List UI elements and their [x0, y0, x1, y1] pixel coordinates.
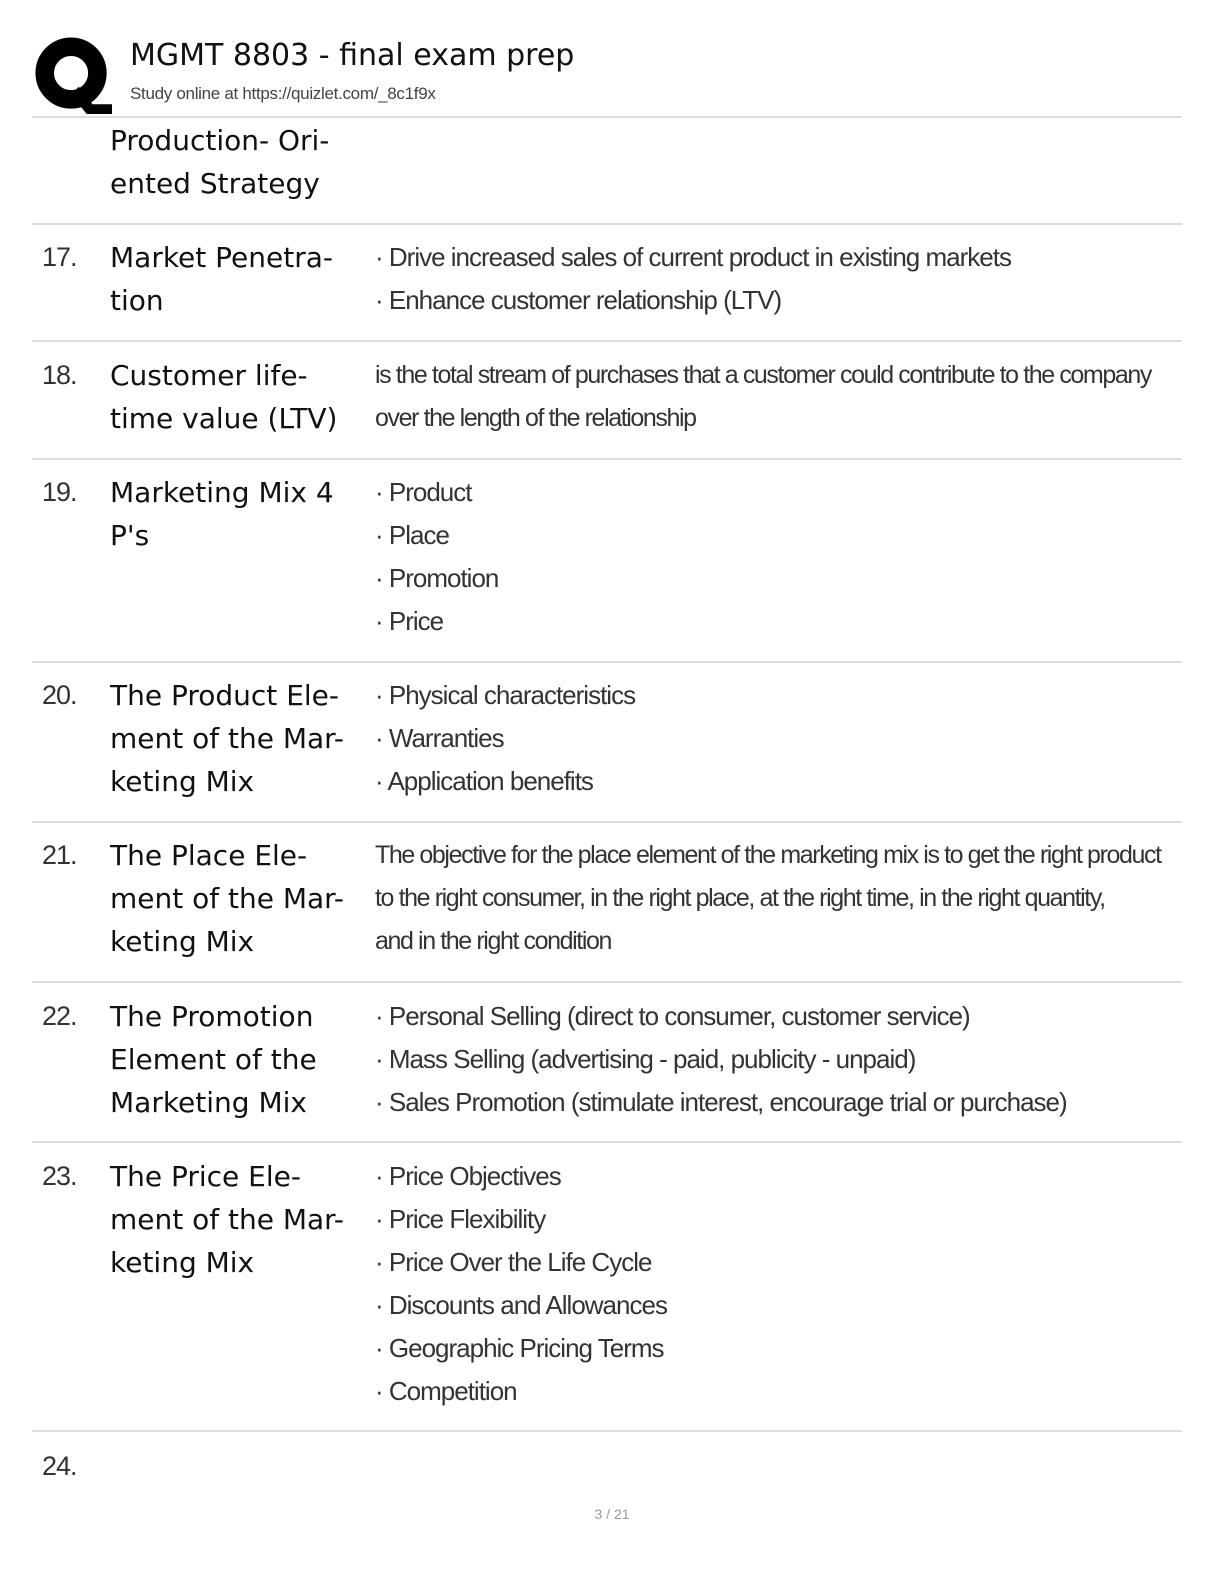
card-term: Customer life- time value (LTV) — [110, 359, 338, 435]
document-title: MGMT 8803 - final exam prep — [130, 38, 575, 73]
card-definition: · Personal Selling (direct to consumer, customer service) · Mass Selling (advertising - paid, publicity - unpaid) · Sales Promotion (stimulate interest, encourage trial or purchase) — [375, 1001, 1067, 1117]
divider — [32, 116, 1182, 118]
card-term: The Promotion Element of the Marketing Mix — [110, 1000, 317, 1119]
page-header — [32, 30, 1182, 116]
card-definition: is the total stream of purchases that a customer could contribute to the company over the length of the relationship — [375, 361, 1151, 432]
card-number: 23. — [42, 1161, 77, 1191]
divider — [32, 661, 1182, 663]
card-definition: · Product · Place · Promotion · Price — [375, 477, 499, 636]
card-definition: · Drive increased sales of current product in existing markets · Enhance customer relationship (LTV) — [375, 242, 1011, 315]
card-term: Market Penetra- tion — [110, 241, 333, 317]
divider — [32, 223, 1182, 225]
card-term: Production- Ori- ented Strategy — [110, 124, 330, 200]
divider — [32, 458, 1182, 460]
card-number: 22. — [42, 1001, 77, 1031]
page-number: 3 / 21 — [594, 1506, 630, 1522]
study-online-link[interactable]: Study online at https://quizlet.com/_8c1f9x — [130, 84, 436, 103]
card-number: 21. — [42, 840, 77, 870]
divider — [32, 1141, 1182, 1143]
card-number: 18. — [42, 360, 77, 390]
card-term: The Place Ele- ment of the Mar- keting Mix — [110, 839, 345, 958]
divider — [32, 981, 1182, 983]
card-definition: The objective for the place element of the marketing mix is to get the right product to the right consumer, in the right place, at the right time, in the right quantity, and in the right condition — [375, 841, 1161, 955]
quizlet-logo-icon — [34, 36, 112, 114]
divider — [32, 340, 1182, 342]
card-term: The Product Ele- ment of the Mar- keting Mix — [110, 679, 345, 798]
card-number: 20. — [42, 680, 77, 710]
card-definition: · Price Objectives · Price Flexibility · Price Over the Life Cycle · Discounts and Allowances · Geographic Pricing Terms · Competition — [375, 1161, 667, 1406]
card-definition: · Physical characteristics · Warranties · Application benefits — [375, 680, 636, 796]
divider — [32, 821, 1182, 823]
card-number: 24. — [42, 1451, 77, 1481]
card-term: The Price Ele- ment of the Mar- keting Mix — [110, 1160, 345, 1279]
card-number: 19. — [42, 477, 77, 507]
card-term: Marketing Mix 4 P's — [110, 476, 334, 552]
divider — [32, 1430, 1182, 1432]
card-number: 17. — [42, 242, 77, 272]
